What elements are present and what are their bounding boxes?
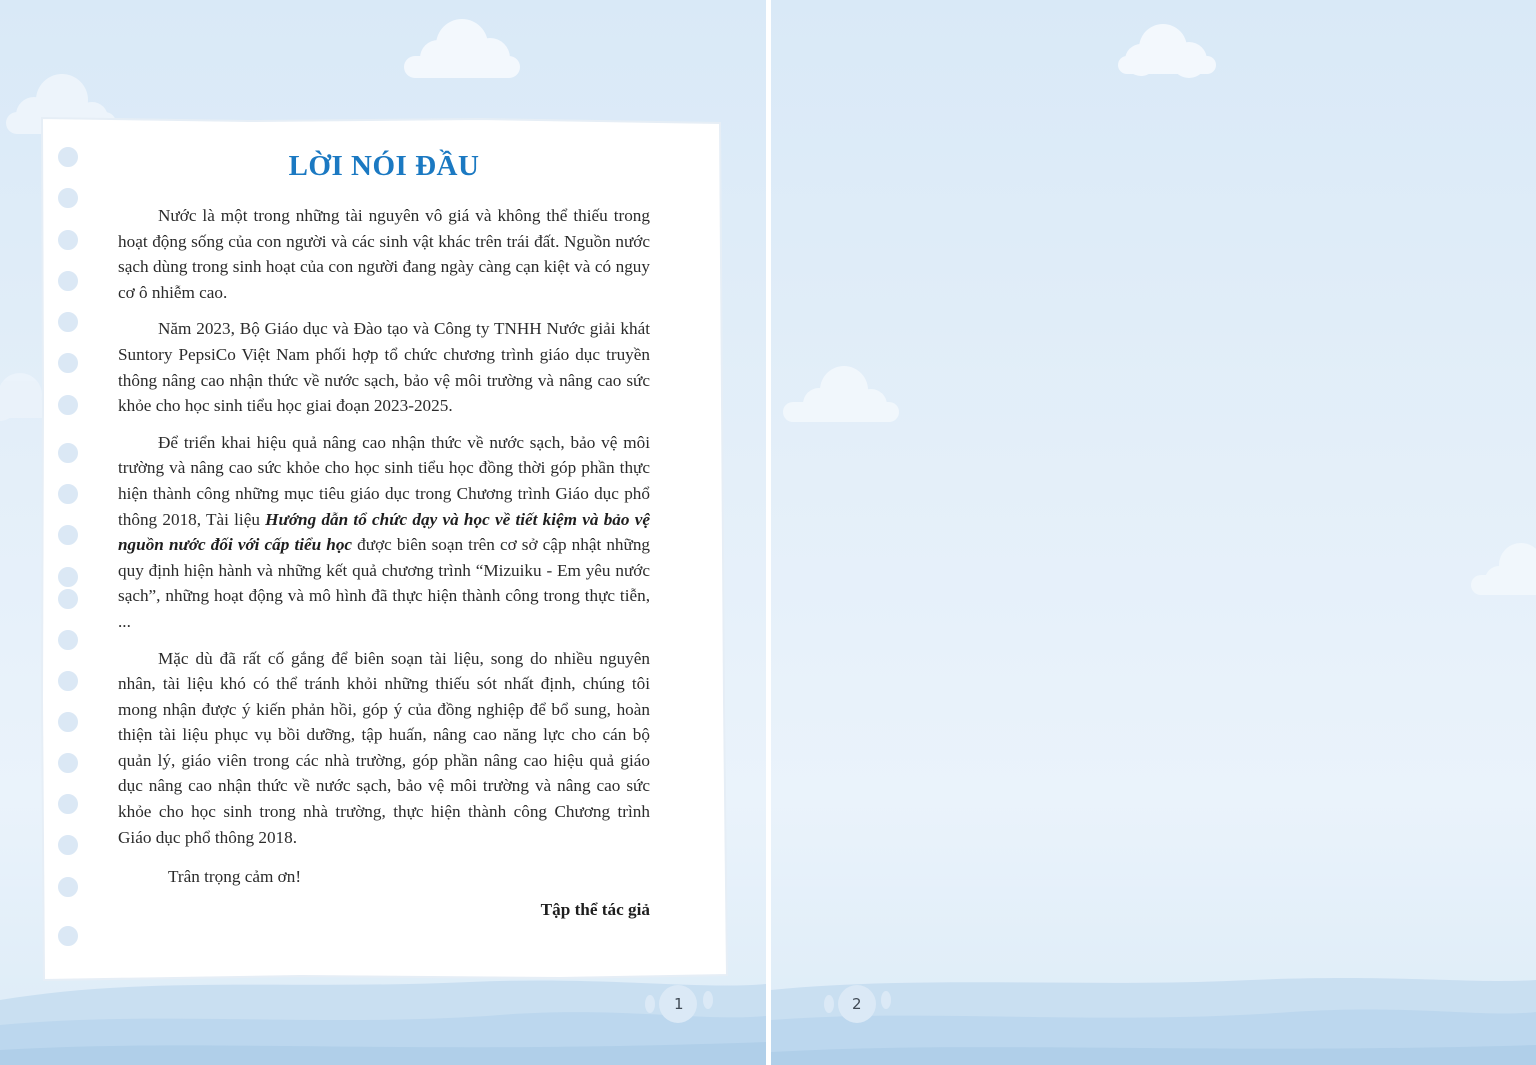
page-number-right: 2 [852,995,862,1013]
cloud-icon [1118,24,1216,78]
closing-text: Trân trọng cảm ơn! [168,867,302,887]
notebook-rings [0,0,120,1065]
cloud-icon [1471,543,1536,595]
paragraph-1: Nước là một trong những tài nguyên vô giá và không thể thiếu trong hoạt động sống của con người và các sinh vật khác trên trái đất. Nguồn nước sạch dùng trong sinh hoạt của con người đang ngày càng cạn kiệt và có nguy cơ ô nhiễm cao. [118,206,650,302]
preface-content [118,150,650,920]
paragraph-3 [118,430,650,635]
page-title: LỜI NÓI ĐẦU [288,150,480,182]
document-title-emphasis: Hướng dẫn tổ chức dạy và học về tiết kiệm và bảo vệ nguồn nước đối với cấp tiểu học [118,509,650,555]
paragraph-2: Năm 2023, Bộ Giáo dục và Đào tạo và Công ty TNHH Nước giải khát Suntory PepsiCo Việt Nam phối hợp tổ chức chương trình giáo dục truyền thông nâng cao nhận thức về nước sạch, bảo vệ môi trường và nâng cao sức khỏe cho học sinh tiểu học giai đoạn 2023-2025. [118,319,650,416]
page-right [771,0,1536,1065]
cloud-icon [783,366,899,422]
paragraph-3-text-b: được biên soạn trên cơ sở cập nhật những quy định hiện hành và những kết quả chương trình “Mizuiku - Em yêu nước sạch”, những hoạt động và mô hình đã thực hiện thành công trong thực tiễn, ... [118,535,651,631]
author-signature: Tập thể tác giả [540,899,650,919]
page-number-left: 1 [674,995,684,1013]
sky-background [771,0,1536,1065]
paragraph-4: Mặc dù đã rất cố gắng để biên soạn tài liệu, song do nhiều nguyên nhân, tài liệu khó có thể tránh khỏi những thiếu sót nhất định, chúng tôi mong nhận được ý kiến phản hồi, góp ý của đồng nghiệp để bổ sung, hoàn thiện tài liệu phục vụ bồi dưỡng, tập huấn, nâng cao năng lực cho cán bộ quản lý, giáo viên trong các nhà trường, góp phần nâng cao hiệu quả giáo dục nâng cao nhận thức về nước sạch, bảo vệ môi trường và nâng cao sức khỏe cho học sinh trong nhà trường, thực hiện thành công Chương trình Giáo dục phổ thông 2018. [118,648,650,847]
paragraph-3-text-a: Để triển khai hiệu quả nâng cao nhận thức về nước sạch, bảo vệ môi trường và nâng cao sức khỏe cho học sinh tiểu học đồng thời góp phần thực hiện thành công những mục tiêu giáo dục trong Chương trình Giáo dục phổ thông 2018, Tài liệu [118,432,650,529]
page-left [0,0,766,1065]
